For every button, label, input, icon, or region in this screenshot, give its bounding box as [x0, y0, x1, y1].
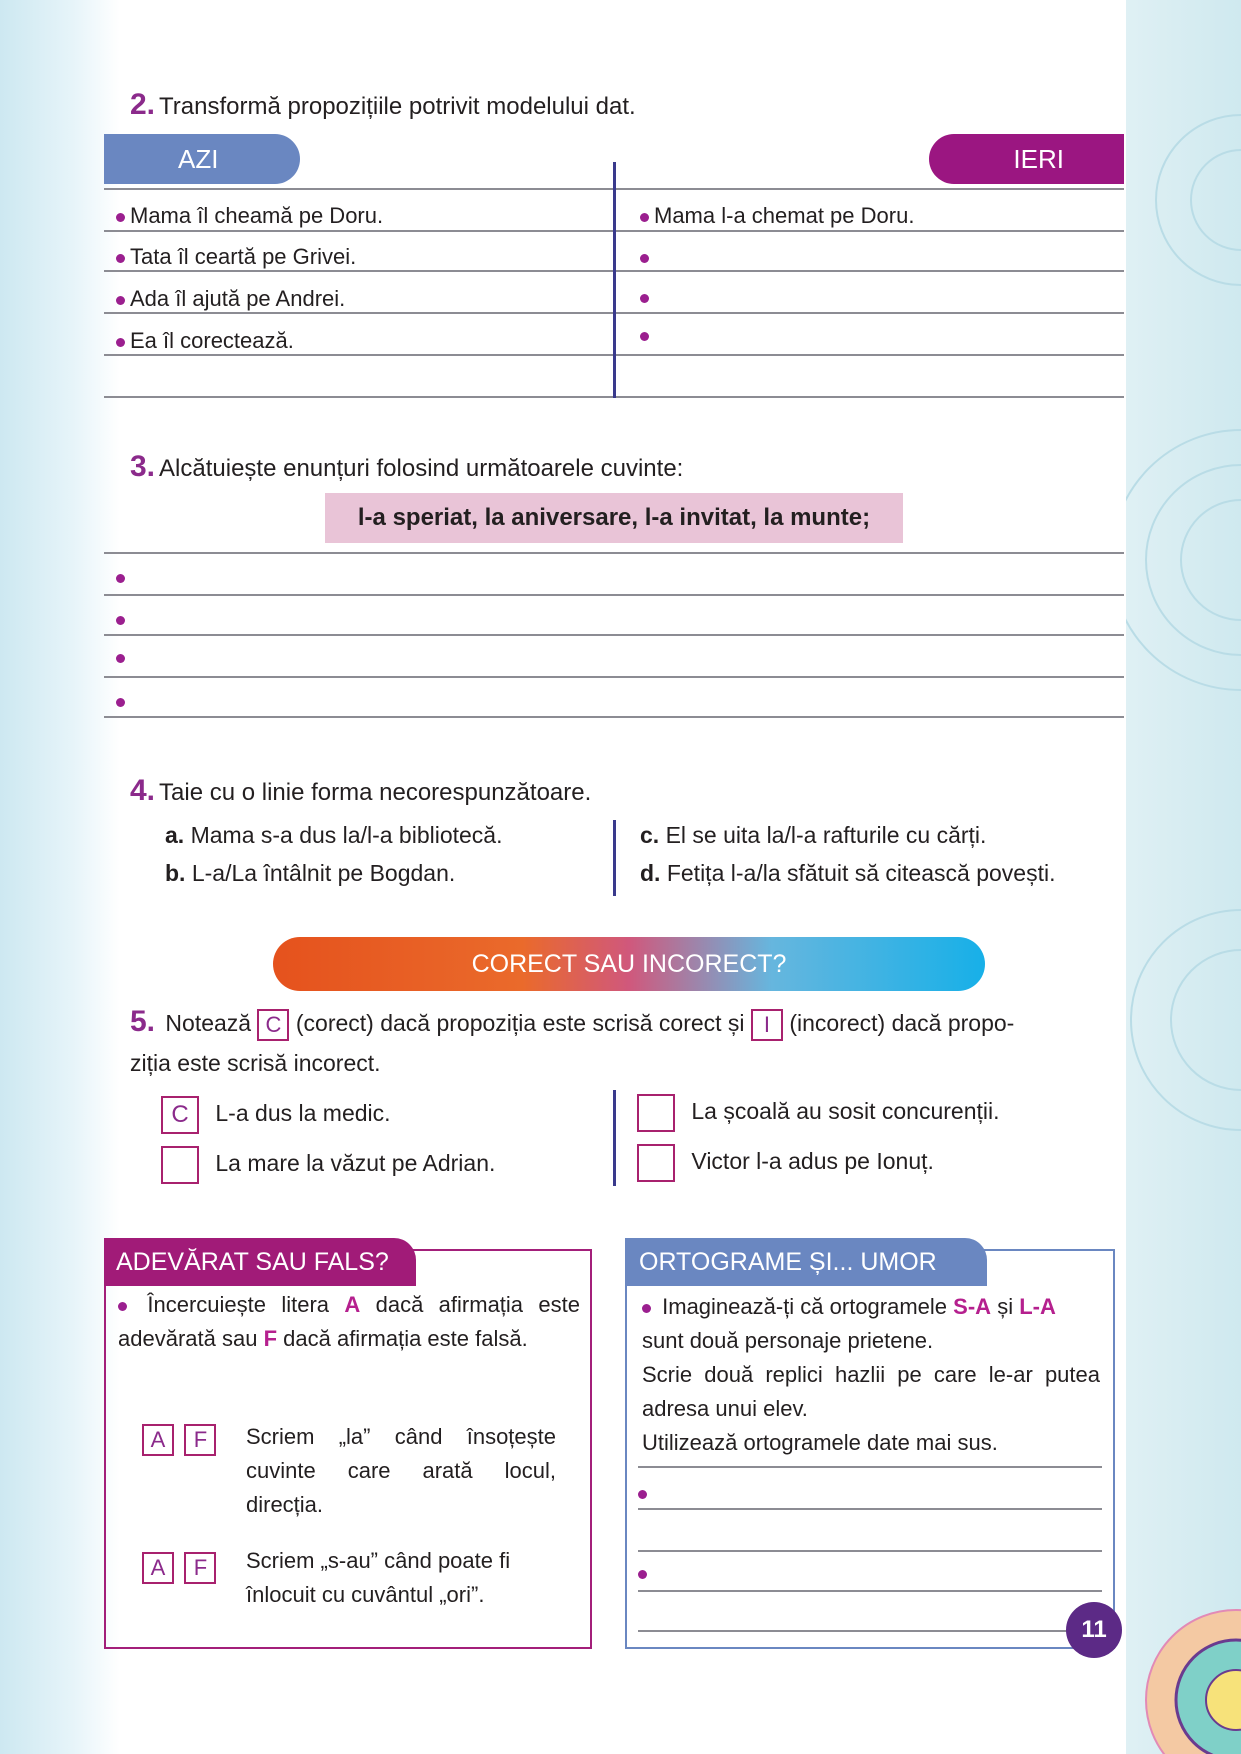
af-choice-row	[142, 1424, 216, 1456]
instruction-text: sunt două personaje prietene.	[642, 1328, 934, 1353]
option-a-box[interactable]: A	[142, 1552, 174, 1584]
statement-text: La mare la văzut pe Adrian.	[215, 1150, 496, 1177]
mandala-decoration-icon	[1126, 0, 1241, 1754]
item-text: L-a/La întâlnit pe Bogdan.	[191, 860, 456, 886]
exercise-text: Alcătuiește enunțuri folosind următoarele cuvinte:	[159, 455, 684, 482]
highlight-letter: A	[344, 1292, 361, 1317]
exercise-text: Taie cu o linie forma necorespunzătoare.	[159, 779, 592, 806]
bullet-icon	[640, 213, 649, 222]
bullet-icon	[116, 296, 125, 305]
answer-rule	[104, 634, 1124, 636]
instruction-text: și	[997, 1294, 1014, 1319]
statement-row	[161, 1146, 495, 1184]
incorect-box-icon: I	[751, 1009, 783, 1041]
highlight-word: S-A	[953, 1294, 992, 1319]
cell-text: Tata îl ceartă pe Grivei.	[130, 244, 357, 269]
item-label: b.	[165, 860, 186, 886]
answer-checkbox[interactable]	[161, 1146, 199, 1184]
ortograme-note: Utilizează ortogramele date mai sus.	[642, 1430, 998, 1455]
instruction-text: dacă afirmația este adevărată sau	[118, 1292, 580, 1351]
instruction-text: dacă afirmația este falsă.	[283, 1326, 528, 1351]
option-a-box[interactable]: A	[142, 1424, 174, 1456]
exercise-number: 5.	[130, 1005, 156, 1038]
answer-checkbox[interactable]	[637, 1144, 675, 1182]
bullet-icon	[640, 294, 649, 303]
option-f-box[interactable]: F	[184, 1424, 216, 1456]
highlight-letter: F	[263, 1326, 278, 1351]
list-item	[640, 822, 986, 849]
table-row	[116, 244, 356, 270]
exercise-3-title	[130, 450, 683, 484]
ortograme-umor-title: ORTOGRAME ȘI... UMOR	[625, 1238, 987, 1286]
bullet-icon	[116, 213, 125, 222]
exercise-2-title	[130, 88, 636, 122]
answer-checkbox[interactable]	[637, 1094, 675, 1132]
bullet-icon	[116, 254, 125, 263]
answer-line[interactable]	[116, 570, 130, 588]
ortograme-task: Scrie două replici hazlii pe care le-ar putea adresa unui elev.	[642, 1362, 1100, 1421]
answer-rule	[104, 716, 1124, 718]
cell-text: Ea îl corectează.	[130, 328, 294, 353]
list-item	[165, 860, 455, 887]
answer-line[interactable]	[116, 650, 130, 668]
adevarat-sau-fals-title: ADEVĂRAT SAU FALS?	[104, 1238, 416, 1286]
table-row	[116, 286, 345, 312]
statement-row	[161, 1096, 391, 1134]
bullet-icon	[116, 654, 125, 663]
exercise-5-instructions	[130, 1002, 1110, 1083]
answer-rule	[104, 594, 1124, 596]
bullet-icon	[118, 1302, 127, 1311]
table-row	[640, 203, 914, 229]
answer-line[interactable]	[638, 1566, 652, 1584]
adevarat-instructions	[118, 1288, 580, 1356]
table-row	[116, 203, 383, 229]
bullet-icon	[638, 1490, 647, 1499]
instruction-text: Încercuiește litera	[147, 1292, 330, 1317]
cell-text: Mama l-a chemat pe Doru.	[654, 203, 915, 228]
item-text: El se uita la/l-a rafturile cu cărți.	[665, 822, 987, 848]
answer-line[interactable]	[640, 322, 654, 348]
af-choice-row	[142, 1552, 216, 1584]
instruction-text: Notează	[165, 1010, 252, 1036]
instruction-text: ziția este scrisă incorect.	[130, 1050, 381, 1076]
list-item	[640, 860, 1055, 887]
bullet-icon	[116, 698, 125, 707]
bullet-icon	[640, 332, 649, 341]
highlight-word: L-A	[1019, 1294, 1056, 1319]
column-divider	[613, 820, 616, 896]
column-azi-header: AZI	[104, 134, 300, 184]
column-divider	[613, 1090, 616, 1186]
answer-rule	[638, 1508, 1102, 1510]
af-statement: Scriem „s-au” când poate fi înlocuit cu cuvântul „ori”.	[246, 1548, 511, 1607]
bullet-icon	[638, 1570, 647, 1579]
answer-rule	[638, 1630, 1078, 1632]
answer-line[interactable]	[640, 284, 654, 310]
instruction-text: Imaginează-ți că ortogramele	[662, 1294, 948, 1319]
statement-text: La școală au sosit concurenții.	[691, 1098, 1000, 1125]
instruction-text: (corect) dacă propoziția este scrisă corect și	[295, 1010, 745, 1036]
bullet-icon	[116, 616, 125, 625]
statement-text: L-a dus la medic.	[215, 1100, 391, 1127]
item-label: c.	[640, 822, 660, 848]
item-label: d.	[640, 860, 661, 886]
option-f-box[interactable]: F	[184, 1552, 216, 1584]
word-list-box: l-a speriat, la aniversare, l-a invitat, la munte;	[325, 493, 903, 543]
answer-line[interactable]	[116, 694, 130, 712]
page-number: 11	[1066, 1602, 1122, 1658]
exercise-number: 2.	[130, 88, 156, 121]
column-ieri-header: IERI	[929, 134, 1124, 184]
answer-line[interactable]	[640, 244, 654, 270]
cell-text: Ada îl ajută pe Andrei.	[130, 286, 346, 311]
item-text: Mama s-a dus la/l-a bibliotecă.	[190, 822, 503, 848]
cell-text: Mama îl cheamă pe Doru.	[130, 203, 384, 228]
answer-checkbox[interactable]: C	[161, 1096, 199, 1134]
exercise-number: 3.	[130, 450, 156, 483]
list-item	[165, 822, 503, 849]
item-label: a.	[165, 822, 185, 848]
answer-rule	[638, 1590, 1102, 1592]
answer-line[interactable]	[116, 612, 130, 630]
table-row	[116, 328, 294, 354]
instruction-text: (incorect) dacă propo-	[789, 1010, 1015, 1036]
table-divider	[613, 162, 616, 398]
answer-rule	[104, 676, 1124, 678]
left-decor-band	[0, 0, 120, 1754]
statement-row	[637, 1144, 934, 1182]
ortograme-instructions	[642, 1290, 1100, 1358]
section-banner: CORECT SAU INCORECT?	[273, 937, 985, 991]
exercise-text: Transformă propozițiile potrivit modelului dat.	[159, 93, 636, 120]
bullet-icon	[642, 1304, 651, 1313]
answer-rule	[104, 552, 1124, 554]
right-decor-band	[1126, 0, 1241, 1754]
bullet-icon	[116, 574, 125, 583]
answer-rule	[638, 1466, 1102, 1468]
af-statement: Scriem „la” când însoțește cuvinte care arată locul, direcția.	[246, 1424, 556, 1517]
item-text: Fetița l-a/la sfătuit să citească povești.	[666, 860, 1056, 886]
bullet-icon	[116, 338, 125, 347]
bullet-icon	[640, 254, 649, 263]
answer-line[interactable]	[638, 1486, 652, 1504]
statement-row	[637, 1094, 1000, 1132]
exercise-number: 4.	[130, 774, 156, 807]
answer-rule	[638, 1550, 1102, 1552]
corect-box-icon: C	[257, 1009, 289, 1041]
statement-text: Victor l-a adus pe Ionuț.	[691, 1148, 934, 1175]
exercise-4-title	[130, 774, 591, 808]
